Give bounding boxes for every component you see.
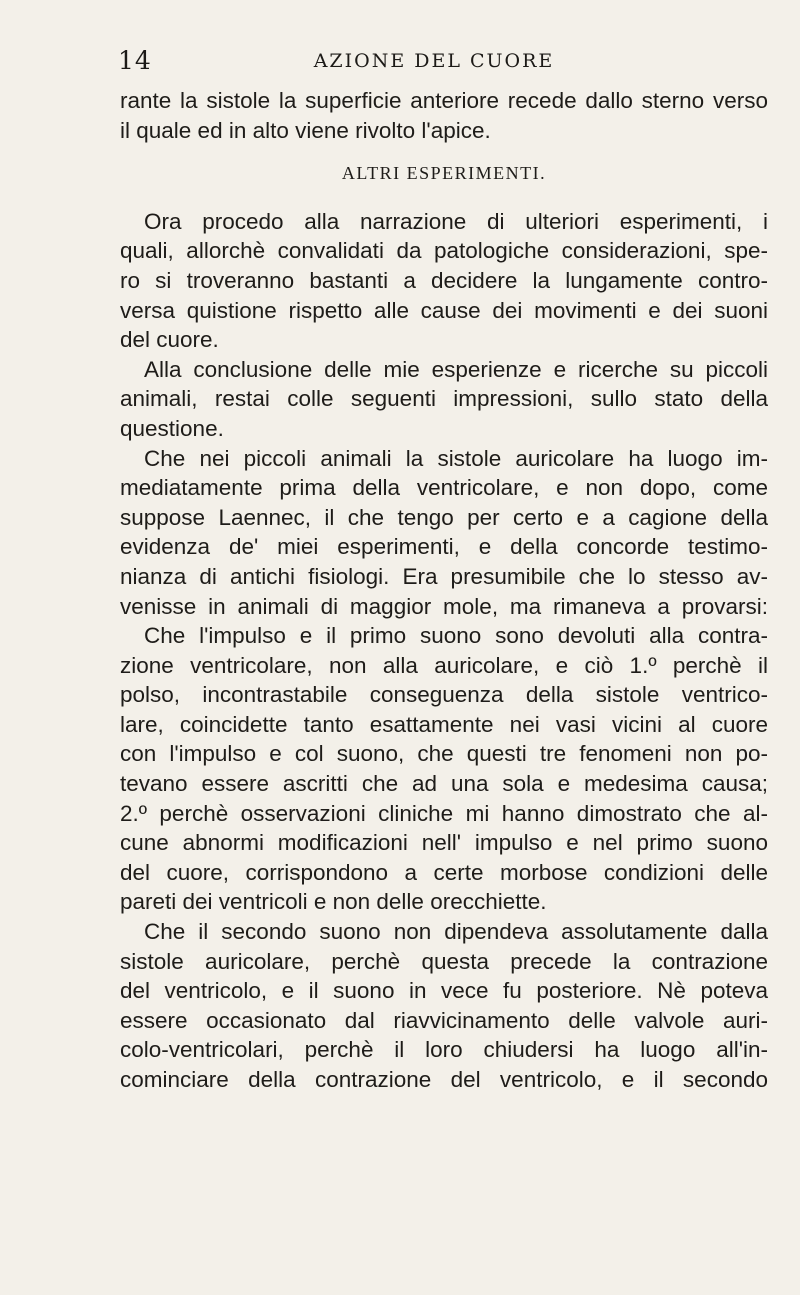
running-title: AZIONE DEL CUORE: [313, 50, 555, 72]
text-line: animali, restai colle seguenti impressioni, sullo stato della: [120, 386, 768, 412]
text-line: 2.º perchè osservazioni cliniche mi hanno dimostrato che al-: [120, 800, 768, 826]
running-header: [118, 46, 750, 80]
text-line: essere occasionato dal riavvicinamento delle valvole auri-: [120, 1007, 768, 1033]
text-line: nianza di antichi fisiologi. Era presumibile che lo stesso av-: [120, 563, 768, 589]
text-line: tevano essere ascritti che ad una sola e medesima causa;: [120, 771, 768, 797]
text-line: cune abnormi modificazioni nell' impulso e nel primo suono: [120, 830, 768, 856]
text-line: polso, incontrastabile conseguenza della sistole ventrico-: [120, 682, 768, 708]
text-line: ro si troveranno bastanti a decidere la lungamente contro-: [120, 267, 768, 293]
section-heading: ALTRI ESPERIMENTI.: [341, 163, 547, 184]
text-line: cominciare della contrazione del ventricolo, e il secondo: [120, 1067, 768, 1092]
text-line: Alla conclusione delle mie esperienze e ricerche su piccoli: [144, 356, 768, 382]
text-line: pareti dei ventricoli e non delle orecchiette.: [120, 889, 547, 915]
text-line: Che il secondo suono non dipendeva assolutamente dalla: [144, 919, 768, 945]
text-line: sistole auricolare, perchè questa precede la contrazione: [120, 948, 768, 974]
text-line: Che nei piccoli animali la sistole auricolare ha luogo im-: [144, 445, 768, 471]
text-line: rante la sistole la superficie anteriore recede dallo sterno verso: [120, 88, 768, 113]
text-line: zione ventricolare, non alla auricolare, e ciò 1.º perchè il: [120, 652, 768, 678]
text-line: suppose Laennec, il che tengo per certo e a cagione della: [120, 504, 768, 530]
text-line: del ventricolo, e il suono in vece fu posteriore. Nè poteva: [120, 978, 768, 1004]
text-line: Che l'impulso e il primo suono sono devoluti alla contra-: [144, 623, 768, 649]
text-line: venisse in animali di maggior mole, ma rimaneva a provarsi:: [120, 593, 768, 619]
text-line: evidenza de' miei esperimenti, e della concorde testimo-: [120, 534, 768, 560]
text-line: con l'impulso e col suono, che questi tre fenomeni non po-: [120, 741, 768, 767]
body-text: [120, 86, 768, 1095]
page-number: 14: [118, 46, 152, 75]
text-line: Ora procedo alla narrazione di ulteriori esperimenti, i: [144, 208, 768, 234]
text-line: del cuore, corrispondono a certe morbose condizioni delle: [120, 859, 768, 885]
text-line: del cuore.: [120, 327, 219, 353]
text-line: mediatamente prima della ventricolare, e non dopo, come: [120, 475, 768, 501]
text-line: versa quistione rispetto alle cause dei movimenti e dei suoni: [120, 297, 768, 323]
text-line: quali, allorchè convalidati da patologiche considerazioni, spe-: [120, 238, 768, 264]
text-line: lare, coincidette tanto esattamente nei vasi vicini al cuore: [120, 711, 768, 737]
text-line: questione.: [120, 415, 224, 441]
text-line: colo-ventricolari, perchè il loro chiudersi ha luogo all'in-: [120, 1037, 768, 1063]
text-line: il quale ed in alto viene rivolto l'apice.: [120, 117, 491, 143]
